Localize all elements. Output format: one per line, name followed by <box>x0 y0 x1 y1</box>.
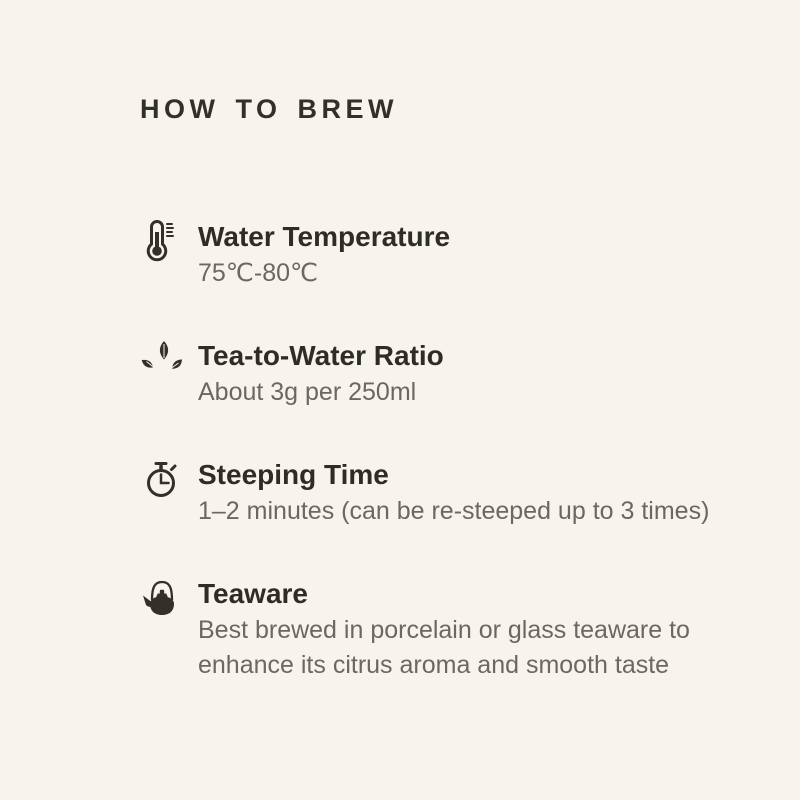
section-teaware <box>140 575 760 683</box>
section-title: Steeping Time <box>198 459 389 490</box>
section-steeping-time <box>140 456 760 529</box>
section-description: 75℃-80℃ <box>198 259 319 287</box>
section-tea-to-water-ratio <box>140 337 760 410</box>
section-water-temperature <box>140 218 760 291</box>
section-description: About 3g per 250ml <box>198 378 417 406</box>
section-description: Best brewed in porcelain or glass teaware to enhance its citrus aroma and smooth taste <box>198 616 690 679</box>
stopwatch-icon <box>140 456 198 501</box>
section-description: 1–2 minutes (can be re-steeped up to 3 times) <box>198 497 710 525</box>
page-title: HOW TO BREW <box>140 94 398 124</box>
section-text <box>198 337 444 410</box>
section-title: Water Temperature <box>198 221 451 252</box>
section-text <box>198 456 709 529</box>
section-title: Teaware <box>198 578 308 609</box>
section-text <box>198 575 718 683</box>
teapot-icon <box>140 575 198 620</box>
tea-leaves-icon <box>140 337 198 382</box>
section-title: Tea-to-Water Ratio <box>198 340 444 371</box>
thermometer-icon <box>140 218 198 263</box>
section-text <box>198 218 450 291</box>
